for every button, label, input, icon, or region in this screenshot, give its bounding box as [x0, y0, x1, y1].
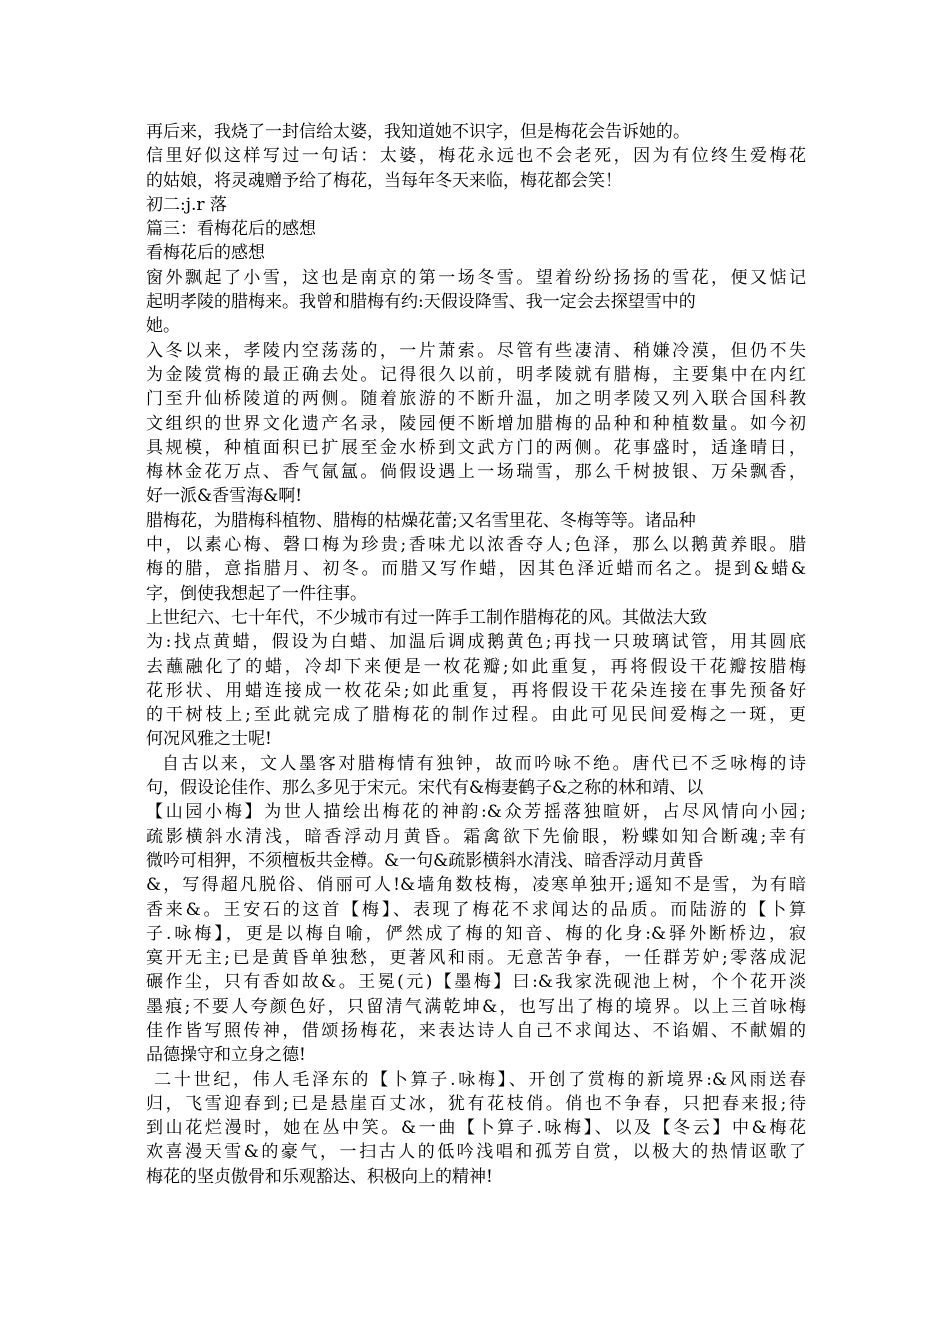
text-line: 梅花的坚贞傲骨和乐观豁达、积极向上的精神! — [146, 1166, 493, 1187]
text-line: 梅的腊，意指腊月、初冬。而腊又写作蜡，因其色泽近蜡而名之。提到&蜡& — [146, 559, 806, 580]
text-line: 具规模，种植面积已扩展至金水桥到文武方门的两侧。花事盛时，适逢晴日， — [146, 437, 806, 458]
text-line: 好一派&香雪海&啊! — [146, 486, 303, 507]
text-line: 为金陵赏梅的最正确去处。记得很久以前，明孝陵就有腊梅，主要集中在内红 — [146, 364, 806, 385]
text-line: 花形状、用蜡连接成一枚花朵;如此重复，再将假设干花朵连接在事先预备好 — [146, 680, 806, 701]
text-line: 篇三：看梅花后的感想 — [146, 219, 316, 240]
text-line: 子.咏梅】，更是以梅自喻，俨然成了梅的知音、梅的化身:&驿外断桥边，寂 — [146, 923, 806, 944]
text-line: 疏影横斜水清浅，暗香浮动月黄昏。霜禽欲下先偷眼，粉蝶如知合断魂;幸有 — [146, 826, 806, 847]
text-line: 信里好似这样写过一句话：太婆，梅花永远也不会老死，因为有位终生爱梅花 — [146, 146, 806, 167]
text-line: 文组织的世界文化遗产名录，陵园便不断增加腊梅的品种和种植数量。如今初 — [146, 413, 806, 434]
text-line: &，写得超凡脱俗、俏丽可人!&墙角数枝梅，凌寒单独开;遥知不是雪，为有暗 — [146, 875, 806, 896]
text-line: 看梅花后的感想 — [146, 243, 265, 264]
text-line: 起明孝陵的腊梅来。我曾和腊梅有约:天假设降雪、我一定会去探望雪中的 — [146, 292, 696, 313]
text-line: 梅林金花万点、香气氤氲。倘假设遇上一场瑞雪，那么千树披银、万朵飘香， — [146, 462, 806, 483]
text-line: 句，假设论佳作、那么多见于宋元。宋代有&梅妻鹤子&之称的林和靖、以 — [146, 778, 704, 799]
text-line: 碾作尘，只有香如故&。王冕(元)【墨梅】曰:&我家洗砚池上树，个个花开淡 — [146, 972, 806, 993]
text-line: 墨痕;不要人夸颜色好，只留清气满乾坤&，也写出了梅的境界。以上三首咏梅 — [146, 996, 806, 1017]
text-line: 欢喜漫天雪&的豪气，一扫古人的低吟浅唱和孤芳自赏，以极大的热情讴歌了 — [146, 1142, 806, 1163]
text-line: 到山花烂漫时，她在丛中笑。&一曲【卜算子.咏梅】、以及【冬云】中&梅花 — [146, 1118, 806, 1139]
text-line: 再后来，我烧了一封信给太婆，我知道她不识字，但是梅花会告诉她的。 — [146, 122, 690, 142]
text-line: 寞开无主;已是黄昏单独愁，更著风和雨。无意苦争春，一任群芳妒;零落成泥 — [146, 948, 806, 969]
text-line: 中，以素心梅、磬口梅为珍贵;香味尤以浓香夺人;色泽，那么以鹅黄养眼。腊 — [146, 535, 806, 556]
text-line: 为:找点黄蜡，假设为白蜡、加温后调成鹅黄色;再找一只玻璃试管，用其圆底 — [146, 632, 806, 653]
text-line: 归，飞雪迎春到;已是悬崖百丈冰，犹有花枝俏。俏也不争春，只把春来报;待 — [146, 1093, 806, 1114]
text-line: 自古以来，文人墨客对腊梅情有独钟，故而吟咏不绝。唐代已不乏咏梅的诗 — [146, 753, 806, 774]
text-line: 腊梅花，为腊梅科植物、腊梅的枯燥花蕾;又名雪里花、冬梅等等。诸品种 — [146, 510, 696, 531]
text-line: 初二:j.r 落 — [146, 194, 227, 215]
text-line: 香来&。王安石的这首【梅】、表现了梅花不求闻达的品质。而陆游的【卜算 — [146, 899, 806, 920]
text-line: 品德操守和立身之德! — [146, 1045, 306, 1066]
text-line: 窗外飘起了小雪，这也是南京的第一场冬雪。望着纷纷扬扬的雪花，便又惦记 — [146, 267, 806, 288]
text-line: 去蘸融化了的蜡，冷却下来便是一枚花瓣;如此重复，再将假设干花瓣按腊梅 — [146, 656, 806, 677]
text-line: 入冬以来，孝陵内空荡荡的，一片萧索。尽管有些凄清、稍嫌冷漠，但仍不失 — [146, 340, 806, 361]
text-line: 上世纪六、七十年代，不少城市有过一阵手工制作腊梅花的风。其做法大致 — [146, 607, 707, 628]
text-line: 佳作皆写照传神，借颂扬梅花，来表达诗人自己不求闻达、不谄媚、不献媚的 — [146, 1020, 806, 1041]
text-line: 二十世纪，伟人毛泽东的【卜算子.咏梅】、开创了赏梅的新境界:&风雨送春 — [146, 1069, 806, 1090]
text-line: 门至升仙桥陵道的两侧。随着旅游的不断升温，加之明孝陵又列入联合国科教 — [146, 389, 806, 410]
document-body — [146, 120, 806, 1189]
text-line: 字，倒使我想起了一件往事。 — [146, 583, 367, 604]
text-line: 的姑娘，将灵魂赠予给了梅花，当每年冬天来临，梅花都会笑！ — [146, 170, 622, 191]
text-line: 她。 — [146, 316, 180, 337]
text-line: 微吟可相狎，不须檀板共金樽。&一句&疏影横斜水清浅、暗香浮动月黄昏 — [146, 850, 704, 871]
text-line: 的干树枝上;至此就完成了腊梅花的制作过程。由此可见民间爱梅之一斑，更 — [146, 705, 806, 726]
text-line: 何况风雅之士呢! — [146, 729, 272, 750]
text-line: 【山园小梅】为世人描绘出梅花的神韵:&众芳摇落独暄妍，占尽风情向小园; — [146, 802, 806, 823]
